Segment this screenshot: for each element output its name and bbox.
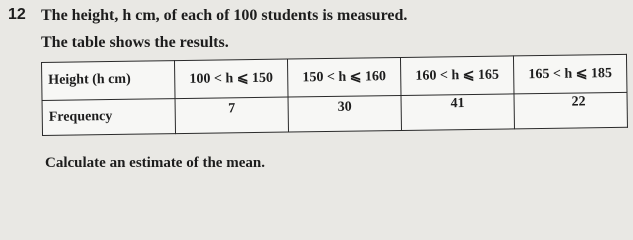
row-header-height: Height (h cm) <box>42 61 176 100</box>
frequency-cell <box>175 97 288 134</box>
interval-cell: 165 < h ⩽ 185 <box>513 54 627 93</box>
question-stem: The height, h cm, of each of 100 students is measured. <box>41 7 408 24</box>
question-stem-line-2: The table shows the results. <box>41 34 229 51</box>
row-header-frequency: Frequency <box>42 98 175 135</box>
interval-cell: 100 < h ⩽ 150 <box>174 59 288 98</box>
interval-cell: 160 < h ⩽ 165 <box>400 56 514 95</box>
frequency-cell <box>288 95 401 132</box>
question-number: 12 <box>8 6 26 23</box>
frequency-value: 41 <box>450 95 465 112</box>
frequency-value: 7 <box>228 101 236 117</box>
question-task: Calculate an estimate of the mean. <box>45 155 265 171</box>
table-row-frequency <box>42 92 627 136</box>
frequency-table <box>41 54 628 136</box>
frequency-cell <box>514 92 627 129</box>
frequency-value: 30 <box>337 99 352 115</box>
frequency-cell <box>401 93 514 130</box>
frequency-value: 22 <box>571 94 586 110</box>
interval-cell: 150 < h ⩽ 160 <box>287 57 401 96</box>
